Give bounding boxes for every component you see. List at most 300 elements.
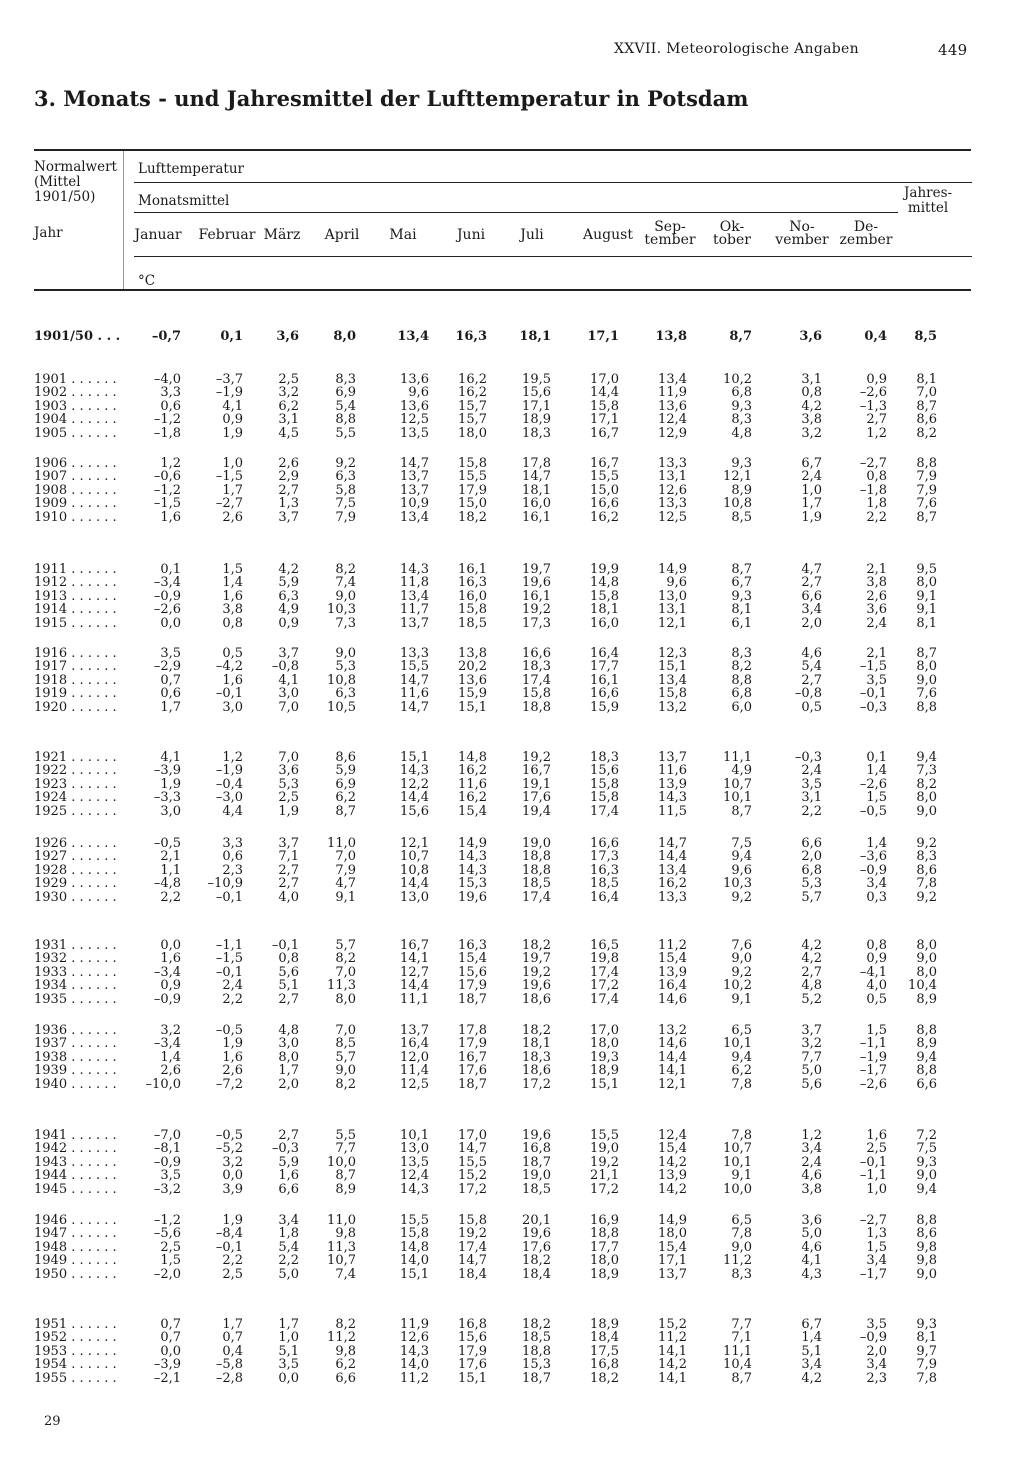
month-mean-cell: 5,9	[278, 575, 299, 591]
month-mean-cell: 19,3	[590, 1049, 619, 1065]
month-mean-cell: 14,6	[658, 1036, 687, 1052]
month-mean-cell: 3,4	[866, 1357, 887, 1373]
month-mean-cell: 13,5	[400, 425, 429, 441]
month-mean-cell: 11,2	[327, 1330, 356, 1346]
month-mean-cell: 19,2	[590, 1154, 619, 1170]
month-mean-cell: 18,6	[522, 991, 551, 1007]
month-mean-cell: 2,7	[866, 412, 887, 428]
month-mean-cell: 12,5	[400, 1076, 429, 1092]
month-mean-cell: 14,3	[658, 790, 687, 806]
month-mean-cell: 1,2	[222, 750, 243, 765]
month-mean-cell: 13,7	[400, 469, 429, 485]
month-mean-cell: 2,5	[222, 1266, 243, 1282]
month-mean-cell: 18,2	[522, 938, 551, 953]
month-mean-cell: 16,0	[522, 496, 551, 512]
year-label: 1918 . . . . . .	[34, 672, 117, 688]
month-mean-cell: 1,0	[866, 1181, 887, 1197]
month-mean-cell: 13,6	[400, 372, 429, 387]
month-mean-cell: 7,0	[278, 699, 299, 715]
month-mean-cell: 1,4	[866, 836, 887, 851]
month-mean-cell: 11,9	[400, 1317, 429, 1332]
month-mean-cell: 1,8	[278, 1226, 299, 1242]
month-mean-cell: 16,4	[658, 978, 687, 994]
month-mean-cell: 8,0	[278, 1049, 299, 1065]
header-bottom-rule	[34, 289, 971, 291]
month-mean-cell: 16,1	[522, 588, 551, 604]
month-mean-cell: 2,6	[222, 509, 243, 525]
month-mean-cell: 3,2	[278, 385, 299, 401]
year-label: 1947 . . . . . .	[34, 1226, 117, 1242]
month-mean-cell: 13,4	[658, 372, 687, 387]
month-mean-cell: 12,4	[658, 412, 687, 428]
month-mean-cell: –1,9	[215, 385, 243, 401]
month-mean-cell: 4,2	[278, 562, 299, 577]
month-mean-cell: 5,0	[801, 1063, 822, 1079]
month-mean-cell: 0,1	[220, 329, 243, 344]
month-mean-cell: 12,5	[400, 412, 429, 428]
year-label: 1912 . . . . . .	[34, 575, 117, 591]
month-mean-cell: 16,8	[522, 1141, 551, 1157]
month-mean-cell: 9,2	[731, 889, 752, 905]
month-mean-cell: –1,9	[215, 763, 243, 779]
annual-mean-cell: 7,3	[916, 763, 937, 779]
month-mean-cell: 6,8	[801, 862, 822, 878]
month-mean-cell: 18,2	[590, 1370, 619, 1386]
month-header: No- vember	[775, 219, 829, 248]
month-mean-cell: 1,7	[278, 1317, 299, 1332]
month-mean-cell: 7,8	[731, 1226, 752, 1242]
month-mean-cell: 1,5	[866, 1023, 887, 1038]
year-label: 1952 . . . . . .	[34, 1330, 117, 1346]
month-mean-cell: 13,8	[458, 646, 487, 661]
month-mean-cell: 19,9	[590, 562, 619, 577]
month-mean-cell: 0,1	[866, 750, 887, 765]
month-mean-cell: –10,0	[145, 1076, 181, 1092]
annual-mean-cell: 8,0	[916, 575, 937, 591]
month-mean-cell: –2,9	[153, 659, 181, 675]
month-mean-cell: 16,3	[590, 862, 619, 878]
month-mean-cell: 19,1	[522, 776, 551, 792]
month-mean-cell: 17,3	[590, 849, 619, 865]
month-mean-cell: 15,8	[658, 686, 687, 702]
month-mean-cell: –0,1	[215, 964, 243, 980]
month-mean-cell: 15,5	[590, 1128, 619, 1143]
month-mean-cell: 5,2	[801, 991, 822, 1007]
year-label: 1935 . . . . . .	[34, 991, 117, 1007]
month-mean-cell: 18,7	[458, 1076, 487, 1092]
month-mean-cell: 2,2	[278, 1253, 299, 1269]
month-mean-cell: 8,5	[731, 509, 752, 525]
month-mean-cell: 3,7	[278, 836, 299, 851]
month-mean-cell: 7,9	[335, 862, 356, 878]
month-mean-cell: 2,5	[278, 790, 299, 806]
year-label: 1933 . . . . . .	[34, 964, 117, 980]
month-mean-cell: 4,1	[278, 672, 299, 688]
month-mean-cell: 2,0	[866, 1343, 887, 1359]
month-mean-cell: 13,1	[658, 602, 687, 618]
month-mean-cell: 17,4	[590, 991, 619, 1007]
month-mean-cell: 1,6	[222, 588, 243, 604]
year-label: 1948 . . . . . .	[34, 1239, 117, 1255]
month-mean-cell: –0,8	[794, 686, 822, 702]
year-label: 1936 . . . . . .	[34, 1023, 117, 1038]
month-mean-cell: 4,8	[278, 1023, 299, 1038]
month-mean-cell: 4,3	[801, 1266, 822, 1282]
month-mean-cell: –0,1	[859, 686, 887, 702]
month-mean-cell: 19,6	[522, 575, 551, 591]
subgroup-label: Monatsmittel	[138, 193, 230, 209]
month-mean-cell: 17,8	[522, 456, 551, 471]
month-mean-cell: 3,7	[801, 1023, 822, 1038]
month-mean-cell: 8,3	[731, 412, 752, 428]
month-mean-cell: 14,3	[458, 862, 487, 878]
month-mean-cell: –1,1	[215, 938, 243, 953]
month-mean-cell: –2,8	[215, 1370, 243, 1386]
month-mean-cell: 8,8	[335, 412, 356, 428]
month-mean-cell: 13,0	[400, 1141, 429, 1157]
month-mean-cell: 4,6	[801, 646, 822, 661]
group-label: Lufttemperatur	[138, 161, 245, 177]
month-mean-cell: 11,8	[400, 575, 429, 591]
month-mean-cell: 0,8	[801, 385, 822, 401]
month-mean-cell: 0,8	[866, 469, 887, 485]
year-label: 1924 . . . . . .	[34, 790, 117, 806]
month-mean-cell: 16,6	[522, 646, 551, 661]
month-mean-cell: 18,4	[458, 1266, 487, 1282]
month-header: Ok- tober	[713, 219, 751, 248]
month-mean-cell: 12,4	[658, 1128, 687, 1143]
month-mean-cell: 10,7	[723, 776, 752, 792]
month-mean-cell: –8,1	[153, 1141, 181, 1157]
month-mean-cell: 0,0	[160, 615, 181, 631]
month-mean-cell: 9,6	[666, 575, 687, 591]
month-mean-cell: 10,1	[723, 1036, 752, 1052]
month-mean-cell: 6,7	[731, 575, 752, 591]
month-mean-cell: 11,2	[723, 1253, 752, 1269]
month-mean-cell: –0,3	[794, 750, 822, 765]
year-label: 1905 . . . . . .	[34, 425, 117, 441]
month-mean-cell: 9,1	[731, 1168, 752, 1184]
month-mean-cell: 18,9	[590, 1063, 619, 1079]
month-mean-cell: 11,4	[400, 1063, 429, 1079]
annual-mean-cell: 8,1	[916, 1330, 937, 1346]
month-mean-cell: 5,7	[335, 1049, 356, 1065]
month-mean-cell: 3,0	[278, 1036, 299, 1052]
month-mean-cell: 16,7	[400, 938, 429, 953]
month-mean-cell: 13,0	[658, 588, 687, 604]
year-label: 1926 . . . . . .	[34, 836, 117, 851]
month-mean-cell: –2,0	[153, 1266, 181, 1282]
month-mean-cell: –1,5	[153, 496, 181, 512]
month-mean-cell: 18,4	[590, 1330, 619, 1346]
month-mean-cell: 1,5	[866, 790, 887, 806]
table-title: 3. Monats - und Jahresmittel der Lufttemperatur in Potsdam	[34, 86, 749, 111]
month-mean-cell: 15,1	[458, 1370, 487, 1386]
month-mean-cell: 16,6	[590, 496, 619, 512]
month-mean-cell: 12,3	[658, 646, 687, 661]
month-mean-cell: 17,9	[458, 1036, 487, 1052]
month-mean-cell: 1,2	[801, 1128, 822, 1143]
month-mean-cell: 7,3	[335, 615, 356, 631]
month-mean-cell: 4,5	[278, 425, 299, 441]
annual-mean-cell: 9,4	[916, 1181, 937, 1197]
month-mean-cell: 17,6	[458, 1063, 487, 1079]
annual-mean-cell: 7,8	[916, 1370, 937, 1386]
month-mean-cell: 13,1	[658, 469, 687, 485]
running-title: XXVII. Meteorologische Angaben	[614, 41, 859, 57]
annual-mean-cell: 9,0	[916, 1266, 937, 1282]
month-mean-cell: 16,6	[590, 836, 619, 851]
month-mean-cell: 1,4	[801, 1330, 822, 1346]
month-mean-cell: 5,3	[278, 776, 299, 792]
month-mean-cell: 0,0	[160, 1343, 181, 1359]
month-mean-cell: 12,9	[658, 425, 687, 441]
month-mean-cell: 9,3	[731, 588, 752, 604]
year-label: 1945 . . . . . .	[34, 1181, 117, 1197]
month-mean-cell: 16,1	[590, 672, 619, 688]
month-mean-cell: 3,8	[866, 575, 887, 591]
month-mean-cell: 15,6	[590, 763, 619, 779]
month-mean-cell: 15,6	[522, 385, 551, 401]
month-mean-cell: 2,4	[801, 763, 822, 779]
month-mean-cell: 10,3	[723, 876, 752, 892]
month-mean-cell: 3,6	[799, 329, 822, 344]
month-mean-cell: 18,2	[522, 1253, 551, 1269]
annual-mean-cell: 8,5	[914, 329, 937, 344]
month-mean-cell: –4,0	[153, 372, 181, 387]
year-label: 1937 . . . . . .	[34, 1036, 117, 1052]
month-mean-cell: 7,0	[335, 1023, 356, 1038]
month-mean-cell: 18,2	[458, 509, 487, 525]
month-mean-cell: 13,4	[400, 588, 429, 604]
month-mean-cell: 0,4	[864, 329, 887, 344]
month-mean-cell: 2,4	[801, 469, 822, 485]
month-mean-cell: –3,4	[153, 575, 181, 591]
month-mean-cell: 14,1	[658, 1063, 687, 1079]
month-mean-cell: 16,8	[590, 1357, 619, 1373]
month-mean-cell: 16,2	[590, 509, 619, 525]
annual-mean-cell: 9,0	[916, 1168, 937, 1184]
month-mean-cell: 15,1	[658, 659, 687, 675]
month-mean-cell: 13,9	[658, 776, 687, 792]
month-mean-cell: 2,6	[222, 1063, 243, 1079]
month-mean-cell: 5,0	[278, 1266, 299, 1282]
month-mean-cell: 3,0	[222, 699, 243, 715]
month-mean-cell: 2,7	[801, 964, 822, 980]
month-mean-cell: 3,6	[866, 602, 887, 618]
annual-mean-cell: 8,0	[916, 659, 937, 675]
month-mean-cell: 19,7	[522, 562, 551, 577]
month-mean-cell: 15,4	[458, 803, 487, 819]
month-mean-cell: 16,7	[590, 456, 619, 471]
month-mean-cell: 19,8	[590, 951, 619, 967]
month-mean-cell: 8,2	[335, 562, 356, 577]
month-mean-cell: 4,0	[866, 978, 887, 994]
month-mean-cell: 2,7	[801, 575, 822, 591]
month-mean-cell: 19,6	[522, 1128, 551, 1143]
month-mean-cell: 12,2	[400, 776, 429, 792]
month-mean-cell: 13,3	[658, 889, 687, 905]
month-mean-cell: 14,6	[658, 991, 687, 1007]
year-label: 1915 . . . . . .	[34, 615, 117, 631]
month-mean-cell: –1,5	[859, 659, 887, 675]
month-mean-cell: 1,4	[866, 763, 887, 779]
month-mean-cell: 12,5	[658, 509, 687, 525]
month-mean-cell: 3,7	[278, 646, 299, 661]
month-mean-cell: 2,2	[222, 991, 243, 1007]
month-mean-cell: 19,0	[522, 836, 551, 851]
month-mean-cell: 9,1	[731, 991, 752, 1007]
annual-mean-cell: 9,7	[916, 1343, 937, 1359]
month-mean-cell: 18,3	[590, 750, 619, 765]
month-mean-cell: 14,2	[658, 1357, 687, 1373]
month-mean-cell: 1,7	[160, 699, 181, 715]
month-mean-cell: 7,5	[335, 496, 356, 512]
month-mean-cell: 15,1	[400, 1266, 429, 1282]
month-mean-cell: 15,8	[458, 602, 487, 618]
month-mean-cell: 19,4	[522, 803, 551, 819]
month-mean-cell: 17,9	[458, 978, 487, 994]
month-mean-cell: 7,7	[335, 1141, 356, 1157]
month-mean-cell: –4,8	[153, 876, 181, 892]
month-mean-cell: 2,2	[222, 1253, 243, 1269]
month-mean-cell: 10,7	[723, 1141, 752, 1157]
year-label: 1906 . . . . . .	[34, 456, 117, 471]
year-label: 1955 . . . . . .	[34, 1370, 117, 1386]
month-mean-cell: 18,9	[590, 1317, 619, 1332]
month-mean-cell: –3,2	[153, 1181, 181, 1197]
month-mean-cell: 1,2	[160, 456, 181, 471]
month-mean-cell: –3,9	[153, 1357, 181, 1373]
month-mean-cell: –0,8	[271, 659, 299, 675]
month-mean-cell: 17,6	[458, 1357, 487, 1373]
month-mean-cell: 13,3	[658, 496, 687, 512]
month-mean-cell: 13,2	[658, 1023, 687, 1038]
month-mean-cell: 11,3	[327, 1239, 356, 1255]
month-mean-cell: 6,2	[278, 398, 299, 414]
month-mean-cell: 13,4	[658, 862, 687, 878]
annual-mean-cell: 7,9	[916, 469, 937, 485]
month-mean-cell: –3,9	[153, 763, 181, 779]
month-mean-cell: –0,5	[153, 836, 181, 851]
month-mean-cell: 1,9	[222, 1036, 243, 1052]
month-mean-cell: 8,2	[335, 951, 356, 967]
month-mean-cell: 13,6	[658, 398, 687, 414]
month-mean-cell: 1,7	[222, 1317, 243, 1332]
month-mean-cell: 3,1	[278, 412, 299, 428]
month-mean-cell: 15,4	[658, 1239, 687, 1255]
month-mean-cell: 12,1	[658, 1076, 687, 1092]
month-mean-cell: 4,6	[801, 1168, 822, 1184]
month-mean-cell: 5,7	[335, 938, 356, 953]
month-mean-cell: 11,2	[400, 1370, 429, 1386]
year-label: 1925 . . . . . .	[34, 803, 117, 819]
month-mean-cell: 18,8	[522, 849, 551, 865]
month-mean-cell: –5,2	[215, 1141, 243, 1157]
month-mean-cell: 2,7	[278, 876, 299, 892]
month-mean-cell: 15,6	[458, 964, 487, 980]
month-mean-cell: 6,0	[731, 699, 752, 715]
month-mean-cell: 9,3	[731, 398, 752, 414]
month-mean-cell: 9,8	[335, 1226, 356, 1242]
month-header: Sep- tember	[644, 219, 696, 248]
month-mean-cell: 3,4	[801, 1357, 822, 1373]
month-mean-cell: –0,3	[271, 1141, 299, 1157]
month-mean-cell: –0,1	[271, 938, 299, 953]
month-mean-cell: 16,7	[458, 1049, 487, 1065]
month-mean-cell: 5,4	[335, 398, 356, 414]
month-mean-cell: 13,4	[658, 672, 687, 688]
annual-mean-cell: 8,8	[916, 699, 937, 715]
month-mean-cell: 13,7	[658, 750, 687, 765]
month-mean-cell: 4,8	[801, 978, 822, 994]
month-mean-cell: 7,7	[731, 1317, 752, 1332]
month-mean-cell: 4,4	[222, 803, 243, 819]
month-mean-cell: 13,7	[400, 1023, 429, 1038]
month-mean-cell: 1,8	[866, 496, 887, 512]
month-mean-cell: 14,0	[400, 1357, 429, 1373]
month-mean-cell: –1,2	[153, 482, 181, 498]
month-mean-cell: –4,1	[859, 964, 887, 980]
annual-mean-cell: 9,8	[916, 1253, 937, 1269]
month-mean-cell: 6,2	[335, 1357, 356, 1373]
month-mean-cell: 18,8	[522, 1343, 551, 1359]
month-mean-cell: 8,0	[335, 991, 356, 1007]
month-mean-cell: 3,5	[160, 1168, 181, 1184]
month-mean-cell: 5,1	[278, 1343, 299, 1359]
month-mean-cell: 16,3	[458, 938, 487, 953]
month-mean-cell: 9,0	[731, 1239, 752, 1255]
month-mean-cell: 6,3	[335, 686, 356, 702]
month-mean-cell: 16,0	[590, 615, 619, 631]
year-label: 1940 . . . . . .	[34, 1076, 117, 1092]
month-mean-cell: 0,6	[160, 398, 181, 414]
month-mean-cell: 8,2	[731, 659, 752, 675]
month-mean-cell: 2,7	[801, 672, 822, 688]
month-mean-cell: 8,9	[335, 1181, 356, 1197]
month-mean-cell: 16,2	[458, 790, 487, 806]
month-mean-cell: 13,7	[658, 1266, 687, 1282]
month-mean-cell: 11,6	[400, 686, 429, 702]
month-mean-cell: 15,8	[590, 776, 619, 792]
month-mean-cell: 3,9	[222, 1181, 243, 1197]
month-mean-cell: 15,2	[658, 1317, 687, 1332]
subgroup-rule	[134, 212, 898, 213]
month-header: August	[583, 227, 633, 243]
month-mean-cell: 3,2	[801, 1036, 822, 1052]
month-mean-cell: –2,6	[153, 602, 181, 618]
month-mean-cell: 3,4	[866, 1253, 887, 1269]
month-mean-cell: 16,8	[458, 1317, 487, 1332]
month-mean-cell: 8,9	[731, 482, 752, 498]
month-mean-cell: 11,3	[327, 978, 356, 994]
month-mean-cell: 7,1	[278, 849, 299, 865]
month-mean-cell: 1,6	[160, 509, 181, 525]
month-mean-cell: –0,9	[859, 1330, 887, 1346]
month-mean-cell: 15,4	[658, 951, 687, 967]
month-mean-cell: 2,1	[866, 646, 887, 661]
month-mean-cell: –1,8	[153, 425, 181, 441]
month-mean-cell: 4,7	[335, 876, 356, 892]
month-mean-cell: –10,9	[207, 876, 243, 892]
month-mean-cell: 15,4	[458, 951, 487, 967]
stub-normal-label: Normalwert (Mittel 1901/50)	[34, 159, 117, 205]
month-mean-cell: 11,2	[658, 1330, 687, 1346]
month-mean-cell: 12,1	[658, 615, 687, 631]
month-mean-cell: 10,1	[723, 1154, 752, 1170]
month-mean-cell: 17,1	[522, 398, 551, 414]
month-mean-cell: 3,5	[866, 672, 887, 688]
